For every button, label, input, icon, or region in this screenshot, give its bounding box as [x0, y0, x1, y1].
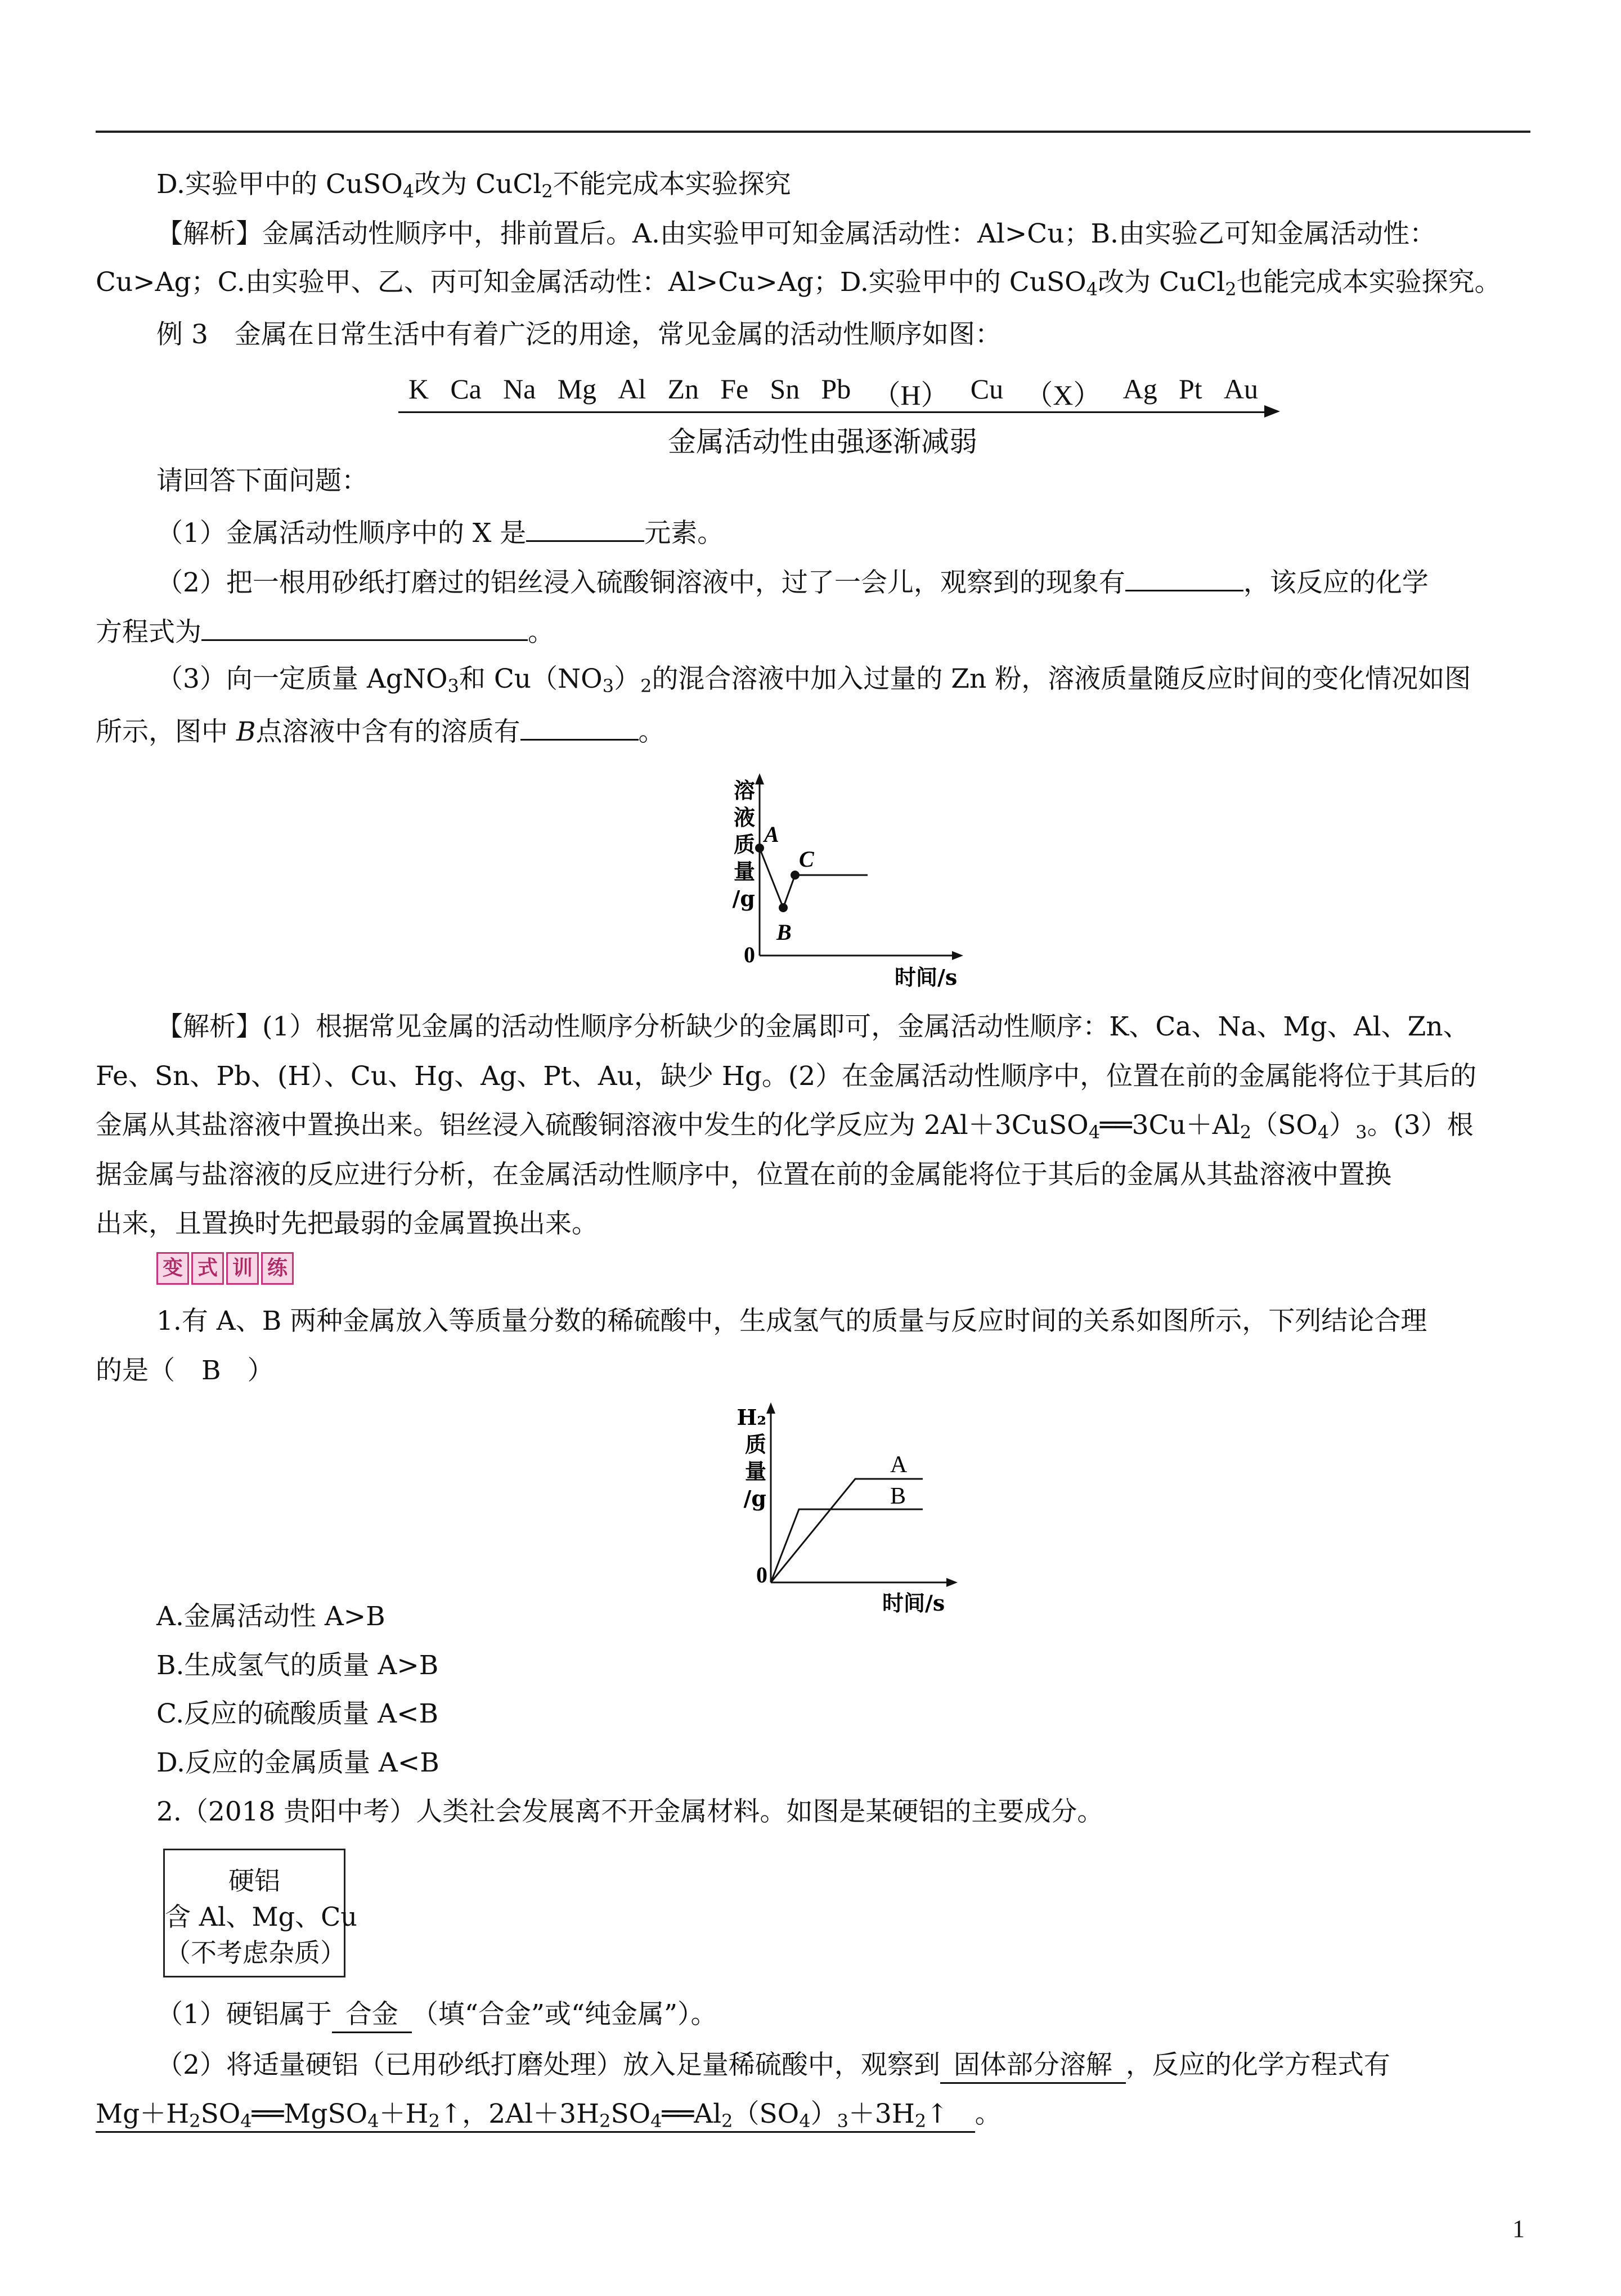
variant2-equations: $Mg+H_2SO_4══MgSO_4+H_2↑$，$2Al+3H_2SO_4══Al_2(SO_4)_3+3H_2↑$ 。 [96, 2098, 1002, 2132]
sequence-item: Mg [557, 373, 597, 405]
analysis-2-line5: 出来，且置换时先把最弱的金属置换出来。 [96, 1208, 598, 1239]
sequence-item: （H） [872, 379, 949, 411]
y-axis-label-part: 溶 [733, 778, 755, 803]
y-axis-label-part: 质 [733, 832, 755, 857]
option-d-prev: D.实验甲中的 CuSO$_4$改为 CuCl$_2$不能完成本实验探究 [156, 169, 791, 202]
y-axis-label-part: H₂ [737, 1405, 766, 1430]
answer-blank[interactable] [526, 513, 644, 542]
answer-alloy: 合金 [332, 1998, 412, 2033]
example3-q1: （1）金属活动性顺序中的 X 是 元素。 [156, 513, 724, 550]
example3-prompt: 请回答下面问题： [156, 465, 368, 496]
y-axis-label [737, 1405, 766, 1511]
option-d: D.反应的金属质量 A<B [156, 1747, 439, 1778]
sequence-item: Fe [720, 373, 749, 405]
x-axis-arrow [952, 951, 963, 960]
analysis-1-line2: Cu>Ag；C.由实验甲、乙、丙可知金属活动性：Al>Cu>Ag；D.实验甲中的 CuSO$_4$改为 CuCl$_2$也能完成本实验探究。 [96, 267, 1501, 300]
variant-training-badge [156, 1252, 294, 1285]
box-note: （不考虑杂质） [165, 1938, 346, 1968]
answer-observation: 固体部分溶解 [940, 2048, 1126, 2084]
y-axis-label-part: 液 [733, 805, 755, 830]
sequence-item: Sn [770, 373, 800, 405]
analysis-2-line3: 金属从其盐溶液中置换出来。铝丝浸入硫酸铜溶液中发生的化学反应为 $2Al+3CuSO_4══3Cu+Al_2(SO_4)_3$。(3）根 [96, 1110, 1474, 1143]
point-b-marker [779, 903, 788, 912]
answer-blank[interactable] [1125, 563, 1243, 591]
series-a-label: A [890, 1452, 908, 1478]
y-axis-label-part: 量 [744, 1459, 766, 1484]
origin-label: 0 [744, 942, 755, 967]
variant2-stem: 2.（2018 贵阳中考）人类社会发展离不开金属材料。如图是某硬铝的主要成分。 [156, 1796, 1104, 1827]
sequence-caption: 金属活动性由强逐渐减弱 [668, 425, 977, 458]
box-title: 硬铝 [228, 1866, 280, 1896]
sequence-item: Ca [450, 373, 482, 405]
variant2-q1: （1）硬铝属于 合金 （填“合金”或“纯金属”）。 [156, 1998, 717, 2033]
page-number: 1 [1512, 2215, 1525, 2243]
point-c-marker [791, 871, 800, 880]
y-axis-arrow [755, 773, 764, 784]
answer-blank[interactable] [201, 612, 528, 641]
y-axis-label [733, 778, 755, 911]
series-b-line [771, 1509, 923, 1582]
point-b-label: B [776, 920, 792, 945]
analysis-2-line4: 据金属与盐溶液的反应进行分析，在金属活动性顺序中，位置在前的金属能将位于其后的金属从其盐溶液中置换 [96, 1159, 1391, 1190]
sequence-item: Pt [1178, 373, 1202, 405]
hard-aluminum-box [163, 1849, 357, 1977]
example3-stem: 例 3 金属在日常生活中有着广泛的用途，常见金属的活动性顺序如图： [156, 319, 1002, 350]
sequence-arrow-line [398, 411, 1273, 413]
analysis-2-line1: 【解析】(1）根据常见金属的活动性顺序分析缺少的金属即可，金属活动性顺序：K、Ca、Na、Mg、Al、Zn、 [156, 1011, 1470, 1042]
point-a-label: A [764, 822, 779, 847]
origin-label: 0 [756, 1562, 767, 1588]
sequence-item: Na [503, 373, 536, 405]
example3-q2-line2: 方程式为 。 [96, 612, 554, 649]
sequence-item: Ag [1122, 373, 1157, 405]
activity-sequence [408, 373, 1258, 413]
y-axis-label-part: /g [732, 886, 755, 911]
answer-blank[interactable] [520, 712, 639, 741]
sequence-item: Au [1223, 373, 1258, 405]
solution-mass-chart [715, 771, 985, 990]
variant2-q2: （2）将适量硬铝（已用砂纸打磨处理）放入足量稀硫酸中，观察到 固体部分溶解 ，反应的化学方程式有 [156, 2048, 1390, 2084]
answer-equations: $Mg+H_2SO_4══MgSO_4+H_2↑$，$2Al+3H_2SO_4══Al_2(SO_4)_3+3H_2↑$ [96, 2097, 975, 2133]
point-a-marker [755, 844, 764, 853]
x-axis-label: 时间/s [882, 1590, 945, 1615]
y-axis-arrow [766, 1402, 775, 1414]
option-a: A.金属活动性 A>B [156, 1601, 385, 1632]
option-b: B.生成氢气的质量 A>B [156, 1650, 439, 1681]
sequence-arrowhead [1264, 405, 1280, 418]
y-axis-label-part: 质 [744, 1432, 766, 1457]
option-c: C.反应的硫酸质量 A<B [156, 1698, 439, 1729]
sequence-item: （X） [1025, 379, 1102, 411]
example3-q3: （3）向一定质量 AgNO$_3$和 $Cu(NO_3)_2$的混合溶液中加入过量的 Zn 粉，溶液质量随反应时间的变化情况如图 [156, 663, 1471, 697]
y-axis-label-part: 量 [733, 859, 755, 884]
series-b-label: B [890, 1483, 906, 1509]
x-axis-arrow [946, 1578, 958, 1587]
example3-q3-line2: 所示，图中 B点溶液中含有的溶质有 。 [96, 712, 665, 749]
analysis-1-line1: 【解析】金属活动性顺序中，排前置后。A.由实验甲可知金属活动性：Al>Cu；B.由实验乙可知金属活动性： [156, 218, 1436, 249]
sequence-item: Cu [970, 373, 1004, 405]
analysis-2-line2: Fe、Sn、Pb、(H）、Cu、Hg、Ag、Pt、Au，缺少 Hg。(2）在金属活动性顺序中，位置在前的金属能将位于其后的 [96, 1061, 1477, 1092]
sequence-item: K [408, 373, 429, 405]
point-c-label: C [799, 846, 814, 872]
badge-char: 式 [191, 1252, 224, 1285]
example3-q2: （2）把一根用砂纸打磨过的铝丝浸入硫酸铜溶液中，过了一会儿，观察到的现象有 ，该反应的化学 [156, 563, 1429, 600]
variant1-line2: 的是（ B ） [96, 1355, 274, 1386]
badge-char: 训 [226, 1252, 259, 1285]
box-composition: 含 Al、Mg、Cu [165, 1902, 357, 1932]
sequence-item: Zn [667, 373, 699, 405]
y-axis-label-part: /g [743, 1486, 766, 1511]
variant1-line1: 1.有 A、B 两种金属放入等质量分数的稀硫酸中，生成氢气的质量与反应时间的关系如图所示，下列结论合理 [156, 1306, 1427, 1337]
sequence-item: Al [618, 373, 646, 405]
hydrogen-mass-chart [731, 1401, 979, 1615]
badge-char: 练 [261, 1252, 294, 1285]
header-rule [96, 131, 1530, 133]
badge-char: 变 [156, 1252, 189, 1285]
sequence-item: Pb [821, 373, 851, 405]
x-axis-label: 时间/s [895, 965, 958, 990]
